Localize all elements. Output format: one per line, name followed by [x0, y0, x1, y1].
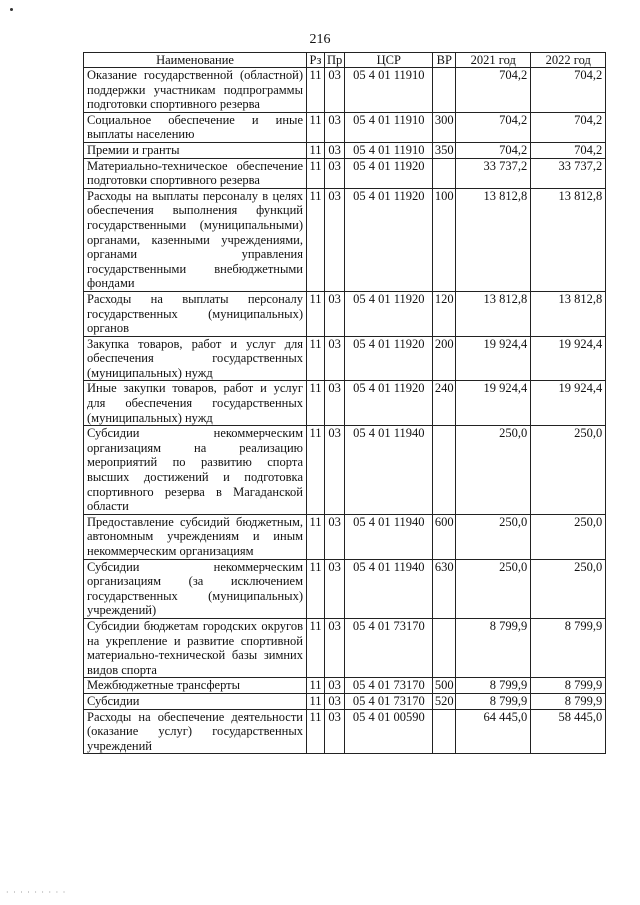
table-row [84, 291, 606, 336]
table-row [84, 188, 606, 291]
cell-pr: 03 [325, 291, 345, 336]
cell-csr: 05 4 01 11940 [345, 514, 433, 559]
col-header-vr: ВР [433, 53, 456, 68]
cell-vr: 520 [433, 693, 456, 709]
cell-y2022: 13 812,8 [531, 188, 606, 291]
cell-pr: 03 [325, 68, 345, 113]
cell-rz: 11 [307, 426, 325, 515]
cell-name: Расходы на выплаты персоналу государственных (муниципальных) органов [84, 291, 307, 336]
cell-y2022: 704,2 [531, 112, 606, 142]
cell-y2022: 58 445,0 [531, 709, 606, 754]
cell-pr: 03 [325, 559, 345, 618]
cell-csr: 05 4 01 73170 [345, 693, 433, 709]
cell-csr: 05 4 01 11910 [345, 68, 433, 113]
cell-y2021: 8 799,9 [456, 693, 531, 709]
cell-y2022: 19 924,4 [531, 336, 606, 381]
cell-pr: 03 [325, 514, 345, 559]
cell-y2022: 8 799,9 [531, 678, 606, 694]
col-header-2021: 2021 год [456, 53, 531, 68]
cell-vr: 300 [433, 112, 456, 142]
cell-y2022: 704,2 [531, 68, 606, 113]
cell-pr: 03 [325, 336, 345, 381]
cell-y2022: 250,0 [531, 514, 606, 559]
cell-y2022: 8 799,9 [531, 618, 606, 677]
cell-csr: 05 4 01 73170 [345, 618, 433, 677]
cell-csr: 05 4 01 11940 [345, 559, 433, 618]
table-row [84, 678, 606, 694]
cell-rz: 11 [307, 142, 325, 158]
table-header-row [84, 53, 606, 68]
cell-vr: 630 [433, 559, 456, 618]
cell-name: Премии и гранты [84, 142, 307, 158]
cell-name: Иные закупки товаров, работ и услуг для обеспечения государственных (муниципальных) нужд [84, 381, 307, 426]
cell-name: Расходы на выплаты персоналу в целях обеспечения выполнения функций государственными (муниципальными) органами, казенными учреждениями, органами управления государственными внебюджетными фондами [84, 188, 307, 291]
cell-pr: 03 [325, 158, 345, 188]
cell-name: Субсидии [84, 693, 307, 709]
table-row [84, 158, 606, 188]
budget-table [83, 52, 606, 754]
cell-y2021: 250,0 [456, 426, 531, 515]
cell-vr [433, 68, 456, 113]
col-header-pr: Пр [325, 53, 345, 68]
cell-name: Материально-техническое обеспечение подготовки спортивного резерва [84, 158, 307, 188]
cell-pr: 03 [325, 693, 345, 709]
cell-rz: 11 [307, 559, 325, 618]
cell-rz: 11 [307, 693, 325, 709]
cell-pr: 03 [325, 142, 345, 158]
table-row [84, 142, 606, 158]
cell-pr: 03 [325, 426, 345, 515]
cell-y2021: 13 812,8 [456, 188, 531, 291]
col-header-2022: 2022 год [531, 53, 606, 68]
table-row [84, 693, 606, 709]
cell-name: Социальное обеспечение и иные выплаты населению [84, 112, 307, 142]
cell-vr: 100 [433, 188, 456, 291]
cell-y2022: 250,0 [531, 559, 606, 618]
cell-rz: 11 [307, 709, 325, 754]
cell-pr: 03 [325, 112, 345, 142]
col-header-csr: ЦСР [345, 53, 433, 68]
table-row [84, 514, 606, 559]
table-row [84, 618, 606, 677]
cell-vr: 600 [433, 514, 456, 559]
cell-vr [433, 158, 456, 188]
cell-y2021: 19 924,4 [456, 381, 531, 426]
cell-y2021: 33 737,2 [456, 158, 531, 188]
cell-pr: 03 [325, 709, 345, 754]
cell-csr: 05 4 01 11920 [345, 381, 433, 426]
cell-pr: 03 [325, 618, 345, 677]
cell-pr: 03 [325, 678, 345, 694]
cell-csr: 05 4 01 11920 [345, 158, 433, 188]
cell-vr: 120 [433, 291, 456, 336]
cell-csr: 05 4 01 11940 [345, 426, 433, 515]
cell-vr [433, 618, 456, 677]
cell-vr: 350 [433, 142, 456, 158]
cell-csr: 05 4 01 73170 [345, 678, 433, 694]
cell-y2021: 19 924,4 [456, 336, 531, 381]
cell-rz: 11 [307, 188, 325, 291]
cell-name: Оказание государственной (областной) поддержки участникам подпрограммы подготовки спортивного резерва [84, 68, 307, 113]
cell-y2022: 250,0 [531, 426, 606, 515]
cell-name: Субсидии некоммерческим организациям (за исключением государственных (муниципальных) учреждений) [84, 559, 307, 618]
cell-csr: 05 4 01 11920 [345, 291, 433, 336]
cell-y2021: 250,0 [456, 514, 531, 559]
cell-y2022: 19 924,4 [531, 381, 606, 426]
col-header-name: Наименование [84, 53, 307, 68]
cell-y2021: 64 445,0 [456, 709, 531, 754]
cell-name: Предоставление субсидий бюджетным, автономным учреждениям и иным некоммерческим организациям [84, 514, 307, 559]
table-row [84, 709, 606, 754]
cell-y2021: 8 799,9 [456, 678, 531, 694]
cell-y2021: 250,0 [456, 559, 531, 618]
cell-name: Субсидии некоммерческим организациям на реализацию мероприятий по развитию спорта высших достижений и подготовка спортивного резерва в Магаданской области [84, 426, 307, 515]
table-row [84, 68, 606, 113]
cell-csr: 05 4 01 11910 [345, 142, 433, 158]
scan-artifact-marks: · · · · · · · · · [6, 888, 67, 897]
cell-rz: 11 [307, 291, 325, 336]
table-row [84, 112, 606, 142]
cell-vr: 500 [433, 678, 456, 694]
cell-y2021: 8 799,9 [456, 618, 531, 677]
cell-csr: 05 4 01 11910 [345, 112, 433, 142]
cell-vr: 200 [433, 336, 456, 381]
cell-y2021: 704,2 [456, 142, 531, 158]
cell-y2022: 704,2 [531, 142, 606, 158]
cell-rz: 11 [307, 381, 325, 426]
table-row [84, 426, 606, 515]
cell-vr: 240 [433, 381, 456, 426]
col-header-rz: Рз [307, 53, 325, 68]
cell-y2021: 13 812,8 [456, 291, 531, 336]
cell-name: Межбюджетные трансферты [84, 678, 307, 694]
cell-rz: 11 [307, 68, 325, 113]
cell-y2022: 13 812,8 [531, 291, 606, 336]
cell-rz: 11 [307, 158, 325, 188]
page-number: 216 [309, 32, 331, 47]
cell-pr: 03 [325, 381, 345, 426]
table-row [84, 381, 606, 426]
cell-vr [433, 426, 456, 515]
cell-rz: 11 [307, 112, 325, 142]
cell-name: Субсидии бюджетам городских округов на укрепление и развитие спортивной материально-технической базы зимних видов спорта [84, 618, 307, 677]
table-row [84, 336, 606, 381]
cell-csr: 05 4 01 00590 [345, 709, 433, 754]
cell-vr [433, 709, 456, 754]
cell-y2022: 33 737,2 [531, 158, 606, 188]
cell-y2021: 704,2 [456, 112, 531, 142]
cell-pr: 03 [325, 188, 345, 291]
cell-y2021: 704,2 [456, 68, 531, 113]
scan-artifact-dot [10, 8, 13, 11]
cell-rz: 11 [307, 678, 325, 694]
cell-rz: 11 [307, 336, 325, 381]
cell-csr: 05 4 01 11920 [345, 336, 433, 381]
cell-rz: 11 [307, 514, 325, 559]
cell-name: Закупка товаров, работ и услуг для обеспечения государственных (муниципальных) нужд [84, 336, 307, 381]
cell-y2022: 8 799,9 [531, 693, 606, 709]
cell-rz: 11 [307, 618, 325, 677]
cell-csr: 05 4 01 11920 [345, 188, 433, 291]
cell-name: Расходы на обеспечение деятельности (оказание услуг) государственных учреждений [84, 709, 307, 754]
table-row [84, 559, 606, 618]
table-body [84, 68, 606, 754]
